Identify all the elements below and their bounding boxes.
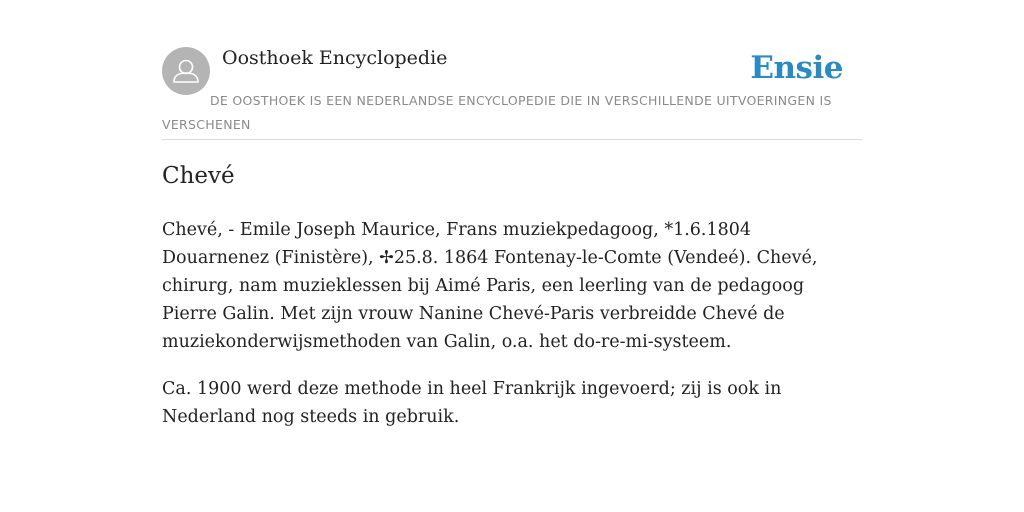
- article-body: [162, 216, 862, 450]
- site-name[interactable]: Oosthoek Encyclopedie: [222, 47, 448, 69]
- avatar[interactable]: [162, 47, 210, 95]
- user-icon: [162, 47, 210, 95]
- header: [162, 46, 862, 140]
- article-paragraph: Ca. 1900 werd deze methode in heel Frankrijk ingevoerd; zij is ook in Nederland nog steeds in gebruik.: [162, 379, 782, 427]
- site-tagline: DE OOSTHOEK IS EEN NEDERLANDSE ENCYCLOPEDIE DIE IN VERSCHILLENDE UITVOERINGEN IS VERSCHENEN: [162, 93, 832, 132]
- brand-logo[interactable]: Ensie: [750, 50, 843, 86]
- page-title: Chevé: [162, 163, 235, 189]
- article-paragraph: Chevé, - Emile Joseph Maurice, Frans muziekpedagoog, *1.6.1804 Douarnenez (Finistère), ✢25.8. 1864 Fontenay-le-Comte (Vendeé). Chevé, chirurg, nam muzieklessen bij Aimé Paris, een leerling van de pedagoog Pierre Galin. Met zijn vrouw Nanine Chevé-Paris verbreidde Chevé de muziekonderwijsmethoden van Galin, o.a. het do-re-mi-systeem.: [162, 220, 818, 352]
